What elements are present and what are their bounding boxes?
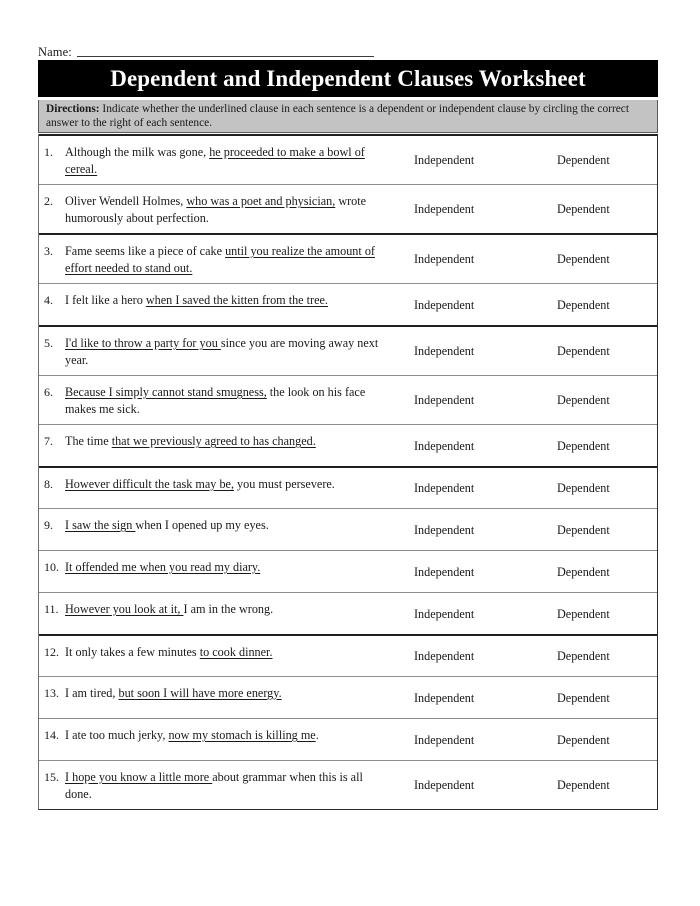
name-label: Name: bbox=[38, 45, 72, 59]
page-title: Dependent and Independent Clauses Worksheet bbox=[110, 65, 586, 91]
underlined-clause: I'd like to throw a party for you bbox=[65, 336, 221, 350]
table-row bbox=[39, 466, 657, 508]
item-number: 12. bbox=[44, 645, 59, 659]
directions-label: Directions: bbox=[46, 103, 100, 115]
answer-option-independent[interactable]: Independent bbox=[414, 481, 475, 495]
answer-option-independent[interactable]: Independent bbox=[414, 438, 475, 453]
sentence-fragment: Oliver Wendell Holmes, bbox=[65, 194, 187, 208]
answer-option-independent[interactable]: Independent bbox=[414, 297, 475, 312]
sentence-text bbox=[65, 376, 396, 424]
sentence-text bbox=[65, 284, 396, 325]
underlined-clause: I saw the sign bbox=[65, 518, 136, 532]
answer-option-dependent[interactable]: Dependent bbox=[557, 344, 610, 358]
underlined-clause: to cook dinner. bbox=[199, 645, 273, 659]
answer-option-independent[interactable]: Independent bbox=[414, 344, 475, 358]
table-row bbox=[39, 676, 657, 718]
underlined-clause: who was a poet and physician, bbox=[186, 194, 336, 208]
sentence-fragment: about grammar when this is all done. bbox=[65, 770, 363, 801]
underlined-clause: he proceeded to make a bowl of cereal. bbox=[65, 145, 365, 176]
item-number: 15. bbox=[44, 770, 59, 784]
name-write-in-rule[interactable] bbox=[77, 55, 374, 57]
item-number: 1. bbox=[44, 145, 53, 159]
sentence-text bbox=[65, 719, 396, 760]
table-row bbox=[39, 134, 657, 184]
underlined-clause: when I saved the kitten from the tree. bbox=[145, 293, 328, 307]
answer-option-independent[interactable]: Independent bbox=[414, 153, 475, 167]
item-number: 11. bbox=[44, 602, 59, 616]
answer-option-independent[interactable]: Independent bbox=[414, 649, 475, 663]
item-number: 14. bbox=[44, 728, 59, 742]
answer-option-dependent[interactable]: Dependent bbox=[557, 564, 610, 579]
table-row bbox=[39, 375, 657, 424]
directions-text: Indicate whether the underlined clause in each sentence is a dependent or independent clause by circling the correct answer to the right of each sentence. bbox=[46, 103, 630, 130]
worksheet-table bbox=[38, 134, 658, 810]
sentence-text bbox=[65, 185, 396, 233]
table-row bbox=[39, 325, 657, 375]
answer-option-dependent[interactable]: Dependent bbox=[557, 438, 610, 453]
sentence-text bbox=[65, 235, 396, 283]
sentence-fragment: It only takes a few minutes bbox=[65, 645, 200, 659]
answer-option-independent[interactable]: Independent bbox=[414, 564, 475, 579]
sentence-text bbox=[65, 636, 396, 676]
table-row bbox=[39, 233, 657, 283]
answer-option-independent[interactable]: Independent bbox=[414, 202, 475, 216]
item-number: 8. bbox=[44, 477, 53, 491]
sentence-fragment: The time bbox=[65, 434, 112, 448]
sentence-fragment: I am tired, bbox=[65, 686, 119, 700]
directions-band bbox=[38, 100, 658, 133]
answer-option-dependent[interactable]: Dependent bbox=[557, 252, 610, 266]
table-row bbox=[39, 508, 657, 550]
item-number: 5. bbox=[44, 336, 53, 350]
worksheet-title-banner bbox=[38, 60, 658, 97]
underlined-clause: However you look at it, bbox=[65, 602, 184, 616]
answer-option-dependent[interactable]: Dependent bbox=[557, 481, 610, 495]
answer-option-independent[interactable]: Independent bbox=[414, 690, 475, 705]
sentence-text bbox=[65, 761, 396, 809]
answer-option-dependent[interactable]: Dependent bbox=[557, 202, 610, 216]
item-number: 4. bbox=[44, 293, 53, 307]
underlined-clause: It offended me when you read my diary. bbox=[65, 560, 261, 574]
directions-paragraph bbox=[46, 102, 650, 130]
sentence-fragment: Fame seems like a piece of cake bbox=[65, 244, 226, 258]
underlined-clause: but soon I will have more energy. bbox=[118, 686, 282, 700]
item-number: 3. bbox=[44, 244, 53, 258]
table-row bbox=[39, 424, 657, 466]
item-number: 2. bbox=[44, 194, 53, 208]
sentence-fragment: I am in the wrong. bbox=[183, 602, 274, 616]
item-number: 9. bbox=[44, 518, 53, 532]
sentence-fragment: since you are moving away next year. bbox=[65, 336, 379, 367]
sentence-fragment: you must persevere. bbox=[234, 477, 335, 491]
underlined-clause: I hope you know a little more bbox=[65, 770, 213, 784]
answer-option-dependent[interactable]: Dependent bbox=[557, 522, 610, 537]
answer-option-dependent[interactable]: Dependent bbox=[557, 393, 610, 407]
sentence-fragment: when I opened up my eyes. bbox=[135, 518, 269, 532]
answer-option-dependent[interactable]: Dependent bbox=[557, 649, 610, 663]
sentence-fragment: the look on his face makes me sick. bbox=[65, 385, 366, 416]
item-number: 7. bbox=[44, 434, 53, 448]
answer-option-independent[interactable]: Independent bbox=[414, 778, 475, 792]
underlined-clause: Because I simply cannot stand smugness, bbox=[65, 385, 267, 399]
answer-option-dependent[interactable]: Dependent bbox=[557, 606, 610, 621]
answer-option-dependent[interactable]: Dependent bbox=[557, 690, 610, 705]
underlined-clause: However difficult the task may be, bbox=[65, 477, 234, 491]
table-row bbox=[39, 592, 657, 634]
sentence-fragment: Although the milk was gone, bbox=[65, 145, 210, 159]
table-row bbox=[39, 283, 657, 325]
table-row bbox=[39, 718, 657, 760]
sentence-text bbox=[65, 677, 396, 718]
sentence-fragment: . bbox=[315, 728, 319, 742]
sentence-text bbox=[65, 468, 396, 508]
answer-option-dependent[interactable]: Dependent bbox=[557, 778, 610, 792]
answer-option-dependent[interactable]: Dependent bbox=[557, 297, 610, 312]
sentence-text bbox=[65, 327, 396, 375]
sentence-fragment: I felt like a hero bbox=[65, 293, 146, 307]
table-row bbox=[39, 550, 657, 592]
answer-option-dependent[interactable]: Dependent bbox=[557, 732, 610, 747]
table-row bbox=[39, 760, 657, 809]
answer-option-independent[interactable]: Independent bbox=[414, 393, 475, 407]
sentence-text bbox=[65, 136, 396, 184]
underlined-clause: that we previously agreed to has changed. bbox=[111, 434, 316, 448]
name-line bbox=[38, 39, 658, 59]
underlined-clause: until you realize the amount of effort needed to stand out. bbox=[65, 244, 375, 275]
item-number: 6. bbox=[44, 385, 53, 399]
underlined-clause: now my stomach is killing me bbox=[168, 728, 316, 742]
answer-option-independent[interactable]: Independent bbox=[414, 522, 475, 537]
sentence-text bbox=[65, 593, 396, 634]
sentence-fragment: wrote humorously about perfection. bbox=[65, 194, 367, 225]
sentence-text bbox=[65, 425, 396, 466]
answer-option-independent[interactable]: Independent bbox=[414, 252, 475, 266]
sentence-text bbox=[65, 551, 396, 592]
item-number: 10. bbox=[44, 560, 59, 574]
answer-option-independent[interactable]: Independent bbox=[414, 606, 475, 621]
item-number: 13. bbox=[44, 686, 59, 700]
table-row bbox=[39, 184, 657, 233]
table-row bbox=[39, 634, 657, 676]
answer-option-independent[interactable]: Independent bbox=[414, 732, 475, 747]
sentence-text bbox=[65, 509, 396, 550]
answer-option-dependent[interactable]: Dependent bbox=[557, 153, 610, 167]
sentence-fragment: I ate too much jerky, bbox=[65, 728, 169, 742]
